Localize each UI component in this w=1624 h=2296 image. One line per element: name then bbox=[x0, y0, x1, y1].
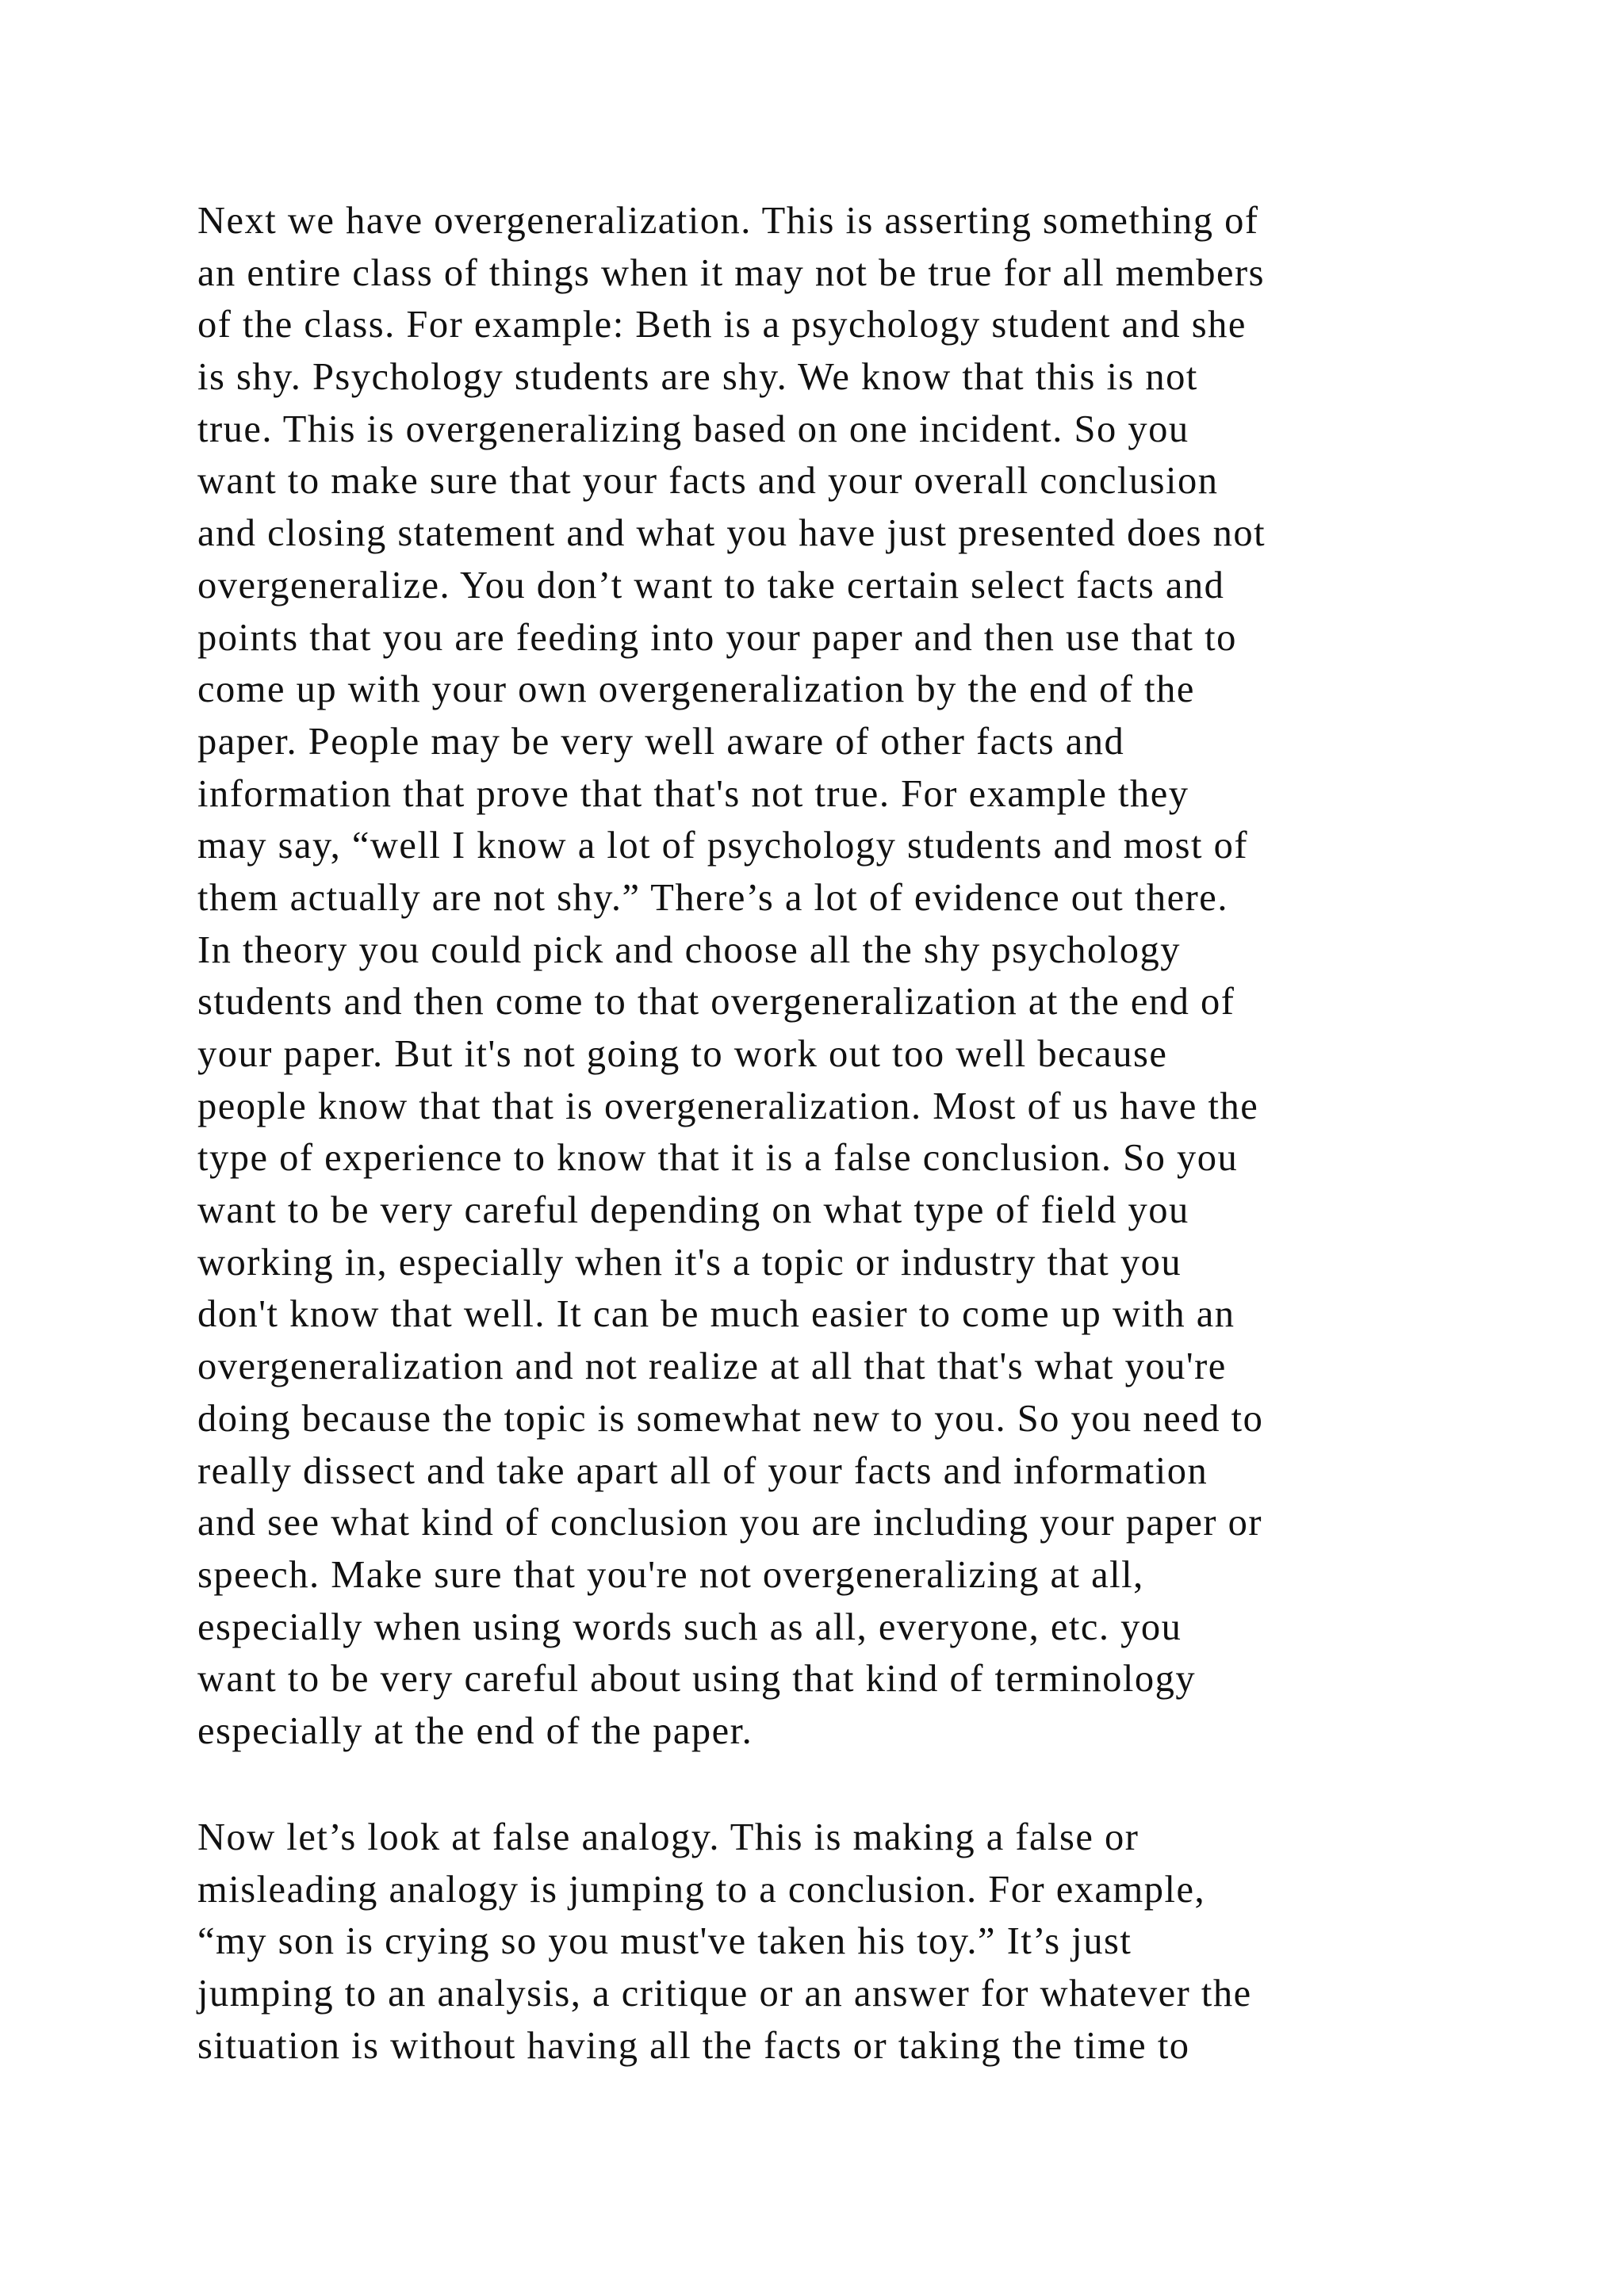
text-line: them actually are not shy.” There’s a lot of evidence out there. bbox=[197, 876, 1228, 919]
text-line: students and then come to that overgeneralization at the end of bbox=[197, 981, 1235, 1024]
text-line: people know that that is overgeneralization. Most of us have the bbox=[197, 1085, 1259, 1127]
text-line: may say, “well I know a lot of psychology students and most of bbox=[197, 825, 1249, 867]
text-line: information that prove that that's not true. For example they bbox=[197, 772, 1189, 815]
text-line: want to be very careful about using that kind of terminology bbox=[197, 1658, 1197, 1701]
text-line: situation is without having all the facts or taking the time to bbox=[197, 2024, 1190, 2067]
text-line: In theory you could pick and choose all the shy psychology bbox=[197, 928, 1181, 971]
text-line: true. This is overgeneralizing based on one incident. So you bbox=[197, 408, 1189, 450]
text-line: type of experience to know that it is a false conclusion. So you bbox=[197, 1137, 1239, 1180]
text-line: “my son is crying so you must've taken his toy.” It’s just bbox=[197, 1920, 1132, 1963]
paragraph-false-analogy bbox=[197, 1812, 1498, 2072]
text-line: your paper. But it's not going to work out too well because bbox=[197, 1033, 1168, 1075]
text-line: Next we have overgeneralization. This is asserting something of bbox=[197, 200, 1259, 242]
text-line: overgeneralize. You don’t want to take certain select facts and bbox=[197, 564, 1225, 607]
text-line: want to be very careful depending on what type of field you bbox=[197, 1189, 1189, 1232]
text-line: an entire class of things when it may not be true for all members bbox=[197, 251, 1266, 294]
text-line: overgeneralization and not realize at all that that's what you're bbox=[197, 1345, 1227, 1388]
text-line: really dissect and take apart all of your facts and information bbox=[197, 1449, 1208, 1492]
text-line: jumping to an analysis, a critique or an answer for whatever the bbox=[197, 1973, 1252, 2015]
text-line: want to make sure that your facts and your overall conclusion bbox=[197, 460, 1219, 503]
text-line: and closing statement and what you have just presented does not bbox=[197, 512, 1266, 555]
paragraph-overgeneralization bbox=[197, 195, 1498, 1758]
text-line: is shy. Psychology students are shy. We know that this is not bbox=[197, 356, 1198, 399]
text-line: points that you are feeding into your paper and then use that to bbox=[197, 616, 1237, 659]
text-line: Now let’s look at false analogy. This is making a false or bbox=[197, 1816, 1139, 1858]
text-line: don't know that well. It can be much easier to come up with an bbox=[197, 1293, 1235, 1336]
text-line: working in, especially when it's a topic or industry that you bbox=[197, 1241, 1182, 1284]
text-line: doing because the topic is somewhat new to you. So you need to bbox=[197, 1397, 1264, 1440]
text-line: especially at the end of the paper. bbox=[197, 1709, 753, 1752]
text-line: misleading analogy is jumping to a conclusion. For example, bbox=[197, 1868, 1206, 1911]
text-line: paper. People may be very well aware of other facts and bbox=[197, 720, 1125, 763]
text-line: and see what kind of conclusion you are including your paper or bbox=[197, 1502, 1263, 1544]
text-line: of the class. For example: Beth is a psychology student and she bbox=[197, 304, 1247, 346]
text-line: speech. Make sure that you're not overgeneralizing at all, bbox=[197, 1553, 1144, 1596]
text-line: come up with your own overgeneralization by the end of the bbox=[197, 668, 1195, 711]
text-line: especially when using words such as all, everyone, etc. you bbox=[197, 1605, 1182, 1648]
